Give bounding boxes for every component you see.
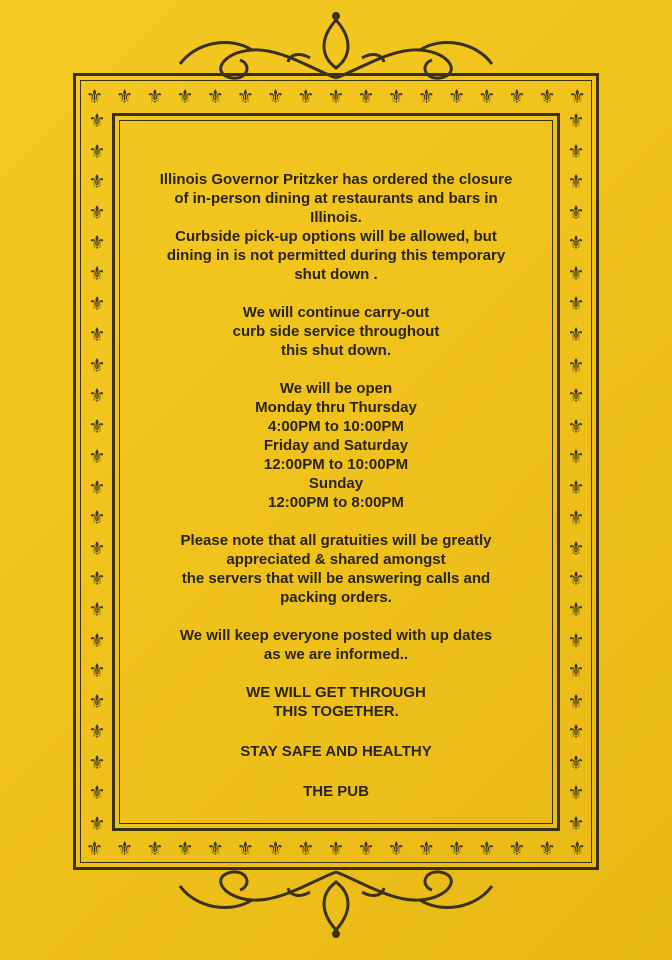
together-paragraph	[126, 683, 546, 721]
fleur-border-bottom: ⚜ ⚜ ⚜ ⚜ ⚜ ⚜ ⚜ ⚜ ⚜ ⚜ ⚜ ⚜ ⚜ ⚜ ⚜ ⚜ ⚜	[86, 837, 586, 860]
hours-heading: We will be open	[279, 380, 393, 397]
stay-safe-line: STAY SAFE AND HEALTHY	[240, 743, 432, 760]
gratuities-line: Please note that all gratuities will be greatly	[180, 532, 492, 549]
scroll-ornament-bottom	[160, 862, 512, 942]
gratuities-line: appreciated & shared amongst	[226, 551, 446, 568]
updates-line: We will keep everyone posted with up dates	[179, 627, 493, 644]
fleur-border-right: ⚜ ⚜ ⚜ ⚜ ⚜ ⚜ ⚜ ⚜ ⚜ ⚜ ⚜ ⚜ ⚜ ⚜ ⚜ ⚜ ⚜ ⚜ ⚜ ⚜ ⚜ ⚜ ⚜ ⚜	[567, 110, 585, 835]
together-line: THIS TOGETHER.	[273, 703, 399, 720]
hours-days: Friday and Saturday	[263, 437, 409, 454]
carryout-line: curb side service throughout	[232, 323, 440, 340]
intro-line: Illinois Governor Pritzker has ordered the closure	[159, 171, 513, 188]
hours-days: Monday thru Thursday	[255, 399, 417, 416]
gratuities-line: the servers that will be answering calls and	[181, 570, 491, 587]
gratuities-line: packing orders.	[280, 589, 392, 606]
updates-paragraph	[126, 626, 546, 664]
hours-time: 12:00PM to 8:00PM	[268, 494, 404, 511]
fleur-border-top: ⚜ ⚜ ⚜ ⚜ ⚜ ⚜ ⚜ ⚜ ⚜ ⚜ ⚜ ⚜ ⚜ ⚜ ⚜ ⚜ ⚜	[86, 85, 586, 108]
intro-paragraph	[126, 170, 546, 284]
carryout-line: this shut down.	[281, 342, 391, 359]
together-line: WE WILL GET THROUGH	[246, 684, 426, 701]
carryout-line: We will continue carry-out	[242, 304, 430, 321]
intro-line: of in-person dining at restaurants and bars in	[174, 190, 498, 207]
intro-line: Illinois.	[310, 209, 362, 226]
hours-time: 12:00PM to 10:00PM	[263, 456, 409, 473]
intro-line: dining in is not permitted during this temporary	[166, 247, 506, 264]
intro-line: Curbside pick-up options will be allowed, but	[175, 228, 497, 245]
intro-line: shut down .	[294, 266, 378, 283]
notice-body	[126, 170, 546, 801]
hours-time: 4:00PM to 10:00PM	[268, 418, 404, 435]
hours-days: Sunday	[308, 475, 364, 492]
signature: THE PUB	[303, 783, 369, 800]
hours-paragraph	[126, 379, 546, 512]
gratuities-paragraph	[126, 531, 546, 607]
carryout-paragraph	[126, 303, 546, 360]
fleur-border-left: ⚜ ⚜ ⚜ ⚜ ⚜ ⚜ ⚜ ⚜ ⚜ ⚜ ⚜ ⚜ ⚜ ⚜ ⚜ ⚜ ⚜ ⚜ ⚜ ⚜ ⚜ ⚜ ⚜ ⚜	[88, 110, 106, 835]
updates-line: as we are informed..	[263, 646, 409, 663]
